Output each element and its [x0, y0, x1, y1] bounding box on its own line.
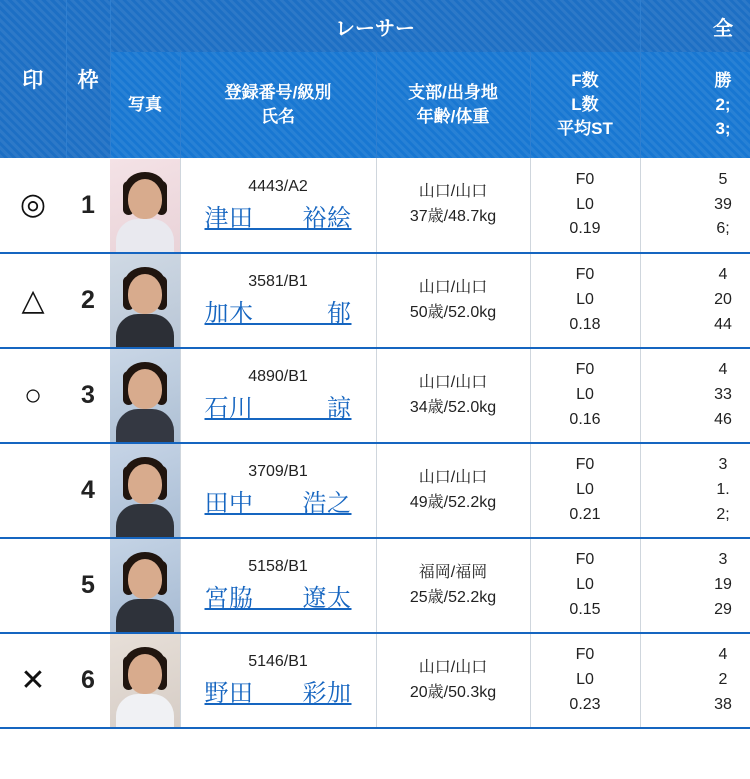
header-flst: [530, 52, 640, 158]
lane-number: 1: [66, 158, 110, 253]
racer-photo: [110, 158, 180, 253]
header-avg-st: 平均ST: [557, 119, 613, 139]
avatar-body: [116, 219, 174, 252]
racer-photo: [110, 253, 180, 348]
header-win-line3: 3;: [715, 119, 731, 139]
win-rate-1: 3: [718, 456, 728, 474]
header-l-count: L数: [571, 94, 599, 114]
win-rate-2: 1.: [716, 481, 730, 499]
registration-number: 5158/B1: [248, 558, 308, 575]
win-rate-cell: [640, 253, 750, 348]
flst-cell: [530, 538, 640, 633]
win-rate-2: 20: [714, 291, 732, 309]
f-count: F0: [575, 456, 595, 474]
table-header: [0, 0, 750, 158]
win-rate-3: 46: [714, 410, 732, 428]
avg-st: 0.23: [569, 695, 601, 713]
win-rate-2: 33: [714, 386, 732, 404]
win-rate-cell: [640, 633, 750, 728]
flst-cell: [530, 158, 640, 253]
table-row[interactable]: [0, 253, 750, 348]
branch-origin: 山口/山口: [418, 373, 488, 391]
win-rate-2: 19: [714, 576, 732, 594]
racer-name-cell: [180, 538, 376, 633]
header-mark: 印: [0, 0, 66, 158]
header-group-racer: レーサー: [110, 0, 640, 52]
flst-cell: [530, 633, 640, 728]
branch-origin: 福岡/福岡: [418, 563, 488, 581]
win-rate-1: 4: [718, 361, 728, 379]
avatar-head: [128, 464, 162, 504]
mark-icon[interactable]: △: [0, 253, 66, 348]
avg-st: 0.19: [569, 220, 601, 238]
flst-cell: [530, 253, 640, 348]
l-count: L0: [576, 481, 594, 499]
racer-photo: [110, 443, 180, 538]
f-count: F0: [575, 361, 595, 379]
lane-number: 4: [66, 443, 110, 538]
racer-name-cell: [180, 633, 376, 728]
avatar-body: [116, 599, 174, 632]
header-lane: 枠: [66, 0, 110, 158]
win-rate-3: 38: [714, 695, 732, 713]
racer-name-cell: [180, 158, 376, 253]
registration-number: 3581/B1: [248, 273, 308, 290]
header-group-right: 全: [640, 0, 750, 52]
racer-photo: [110, 538, 180, 633]
age-weight: 34歳/52.0kg: [409, 398, 497, 416]
flst-cell: [530, 443, 640, 538]
flst-cell: [530, 348, 640, 443]
branch-origin: 山口/山口: [418, 468, 488, 486]
header-name-line1: 登録番号/級別: [224, 82, 332, 102]
avg-st: 0.18: [569, 315, 601, 333]
branch-origin: 山口/山口: [418, 658, 488, 676]
avatar: [110, 539, 180, 632]
age-weight: 49歳/52.2kg: [409, 493, 497, 511]
mark-icon[interactable]: ✕: [0, 633, 66, 728]
avatar: [110, 159, 180, 252]
win-rate-3: 2;: [716, 505, 730, 523]
header-name: [180, 52, 376, 158]
win-rate-3: 44: [714, 315, 732, 333]
f-count: F0: [575, 266, 595, 284]
avatar: [110, 254, 180, 347]
f-count: F0: [575, 646, 595, 664]
racer-photo: [110, 633, 180, 728]
header-branch: [376, 52, 530, 158]
racer-name-link[interactable]: 宮脇 遼太: [204, 585, 352, 612]
l-count: L0: [576, 576, 594, 594]
header-win: [640, 52, 750, 158]
avatar: [110, 634, 180, 727]
registration-number: 3709/B1: [248, 463, 308, 480]
racer-photo: [110, 348, 180, 443]
header-win-line2: 2;: [715, 94, 731, 114]
l-count: L0: [576, 291, 594, 309]
age-weight: 37歳/48.7kg: [409, 208, 497, 225]
racer-name-link[interactable]: 加木 郁: [204, 300, 352, 327]
racer-name-cell: [180, 253, 376, 348]
l-count: L0: [576, 386, 594, 404]
win-rate-1: 5: [718, 170, 728, 188]
avatar: [110, 349, 180, 442]
win-rate-1: 4: [718, 646, 728, 664]
header-win-line1: 勝: [714, 70, 732, 90]
lane-number: 2: [66, 253, 110, 348]
table-row[interactable]: [0, 158, 750, 253]
avatar-head: [128, 654, 162, 694]
lane-number: 5: [66, 538, 110, 633]
win-rate-cell: [640, 443, 750, 538]
branch-cell: [376, 158, 530, 253]
header-name-line2: 氏名: [261, 107, 295, 126]
branch-origin: 山口/山口: [418, 278, 488, 296]
registration-number: 4890/B1: [248, 368, 308, 385]
branch-cell: [376, 443, 530, 538]
header-row-top: [0, 0, 750, 52]
lane-number: 6: [66, 633, 110, 728]
registration-number: 5146/B1: [248, 653, 308, 670]
win-rate-1: 4: [718, 266, 728, 284]
win-rate-2: 39: [714, 195, 732, 213]
branch-cell: [376, 348, 530, 443]
branch-cell: [376, 253, 530, 348]
branch-cell: [376, 633, 530, 728]
avg-st: 0.15: [569, 600, 601, 618]
avatar-head: [128, 369, 162, 409]
age-weight: 25歳/52.2kg: [409, 588, 497, 606]
avatar-body: [116, 504, 174, 537]
avatar-body: [116, 694, 174, 727]
racer-name-cell: [180, 443, 376, 538]
table-row[interactable]: [0, 348, 750, 443]
table-row[interactable]: [0, 633, 750, 728]
avatar: [110, 444, 180, 537]
win-rate-3: 29: [714, 600, 732, 618]
branch-cell: [376, 538, 530, 633]
header-f-count: F数: [571, 70, 599, 90]
avg-st: 0.16: [569, 410, 601, 428]
avatar-head: [128, 559, 162, 599]
age-weight: 20歳/50.3kg: [409, 683, 497, 701]
avg-st: 0.21: [569, 505, 601, 523]
mark-icon[interactable]: ○: [0, 348, 66, 443]
avatar-head: [128, 179, 162, 219]
table-row[interactable]: [0, 538, 750, 633]
avatar-body: [116, 409, 174, 442]
mark-icon[interactable]: [0, 443, 66, 538]
l-count: L0: [576, 671, 594, 689]
racer-name-link[interactable]: 田中 浩之: [204, 490, 352, 517]
header-branch-line2: 年齢/体重: [416, 107, 490, 126]
f-count: F0: [575, 551, 595, 569]
win-rate-3: 6;: [716, 220, 730, 238]
registration-number: 4443/A2: [248, 177, 308, 195]
table-row[interactable]: [0, 443, 750, 538]
mark-icon[interactable]: [0, 538, 66, 633]
racer-name-cell: [180, 348, 376, 443]
mark-icon[interactable]: ◎: [0, 158, 66, 253]
win-rate-cell: [640, 158, 750, 253]
header-branch-line1: 支部/出身地: [408, 82, 498, 102]
win-rate-cell: [640, 538, 750, 633]
racer-name-link[interactable]: 野田 彩加: [204, 680, 352, 707]
header-row-sub: [0, 52, 750, 158]
avatar-body: [116, 314, 174, 347]
lane-number: 3: [66, 348, 110, 443]
age-weight: 50歳/52.0kg: [409, 303, 497, 321]
l-count: L0: [576, 195, 594, 213]
avatar-head: [128, 274, 162, 314]
win-rate-2: 2: [718, 671, 728, 689]
win-rate-cell: [640, 348, 750, 443]
racer-name-link[interactable]: 石川 諒: [204, 395, 352, 422]
header-photo: 写真: [110, 52, 180, 158]
win-rate-1: 3: [718, 551, 728, 569]
table-body: [0, 158, 750, 728]
racer-name-link[interactable]: 津田 裕絵: [204, 204, 352, 232]
f-count: F0: [575, 170, 595, 188]
branch-origin: 山口/山口: [418, 183, 488, 201]
